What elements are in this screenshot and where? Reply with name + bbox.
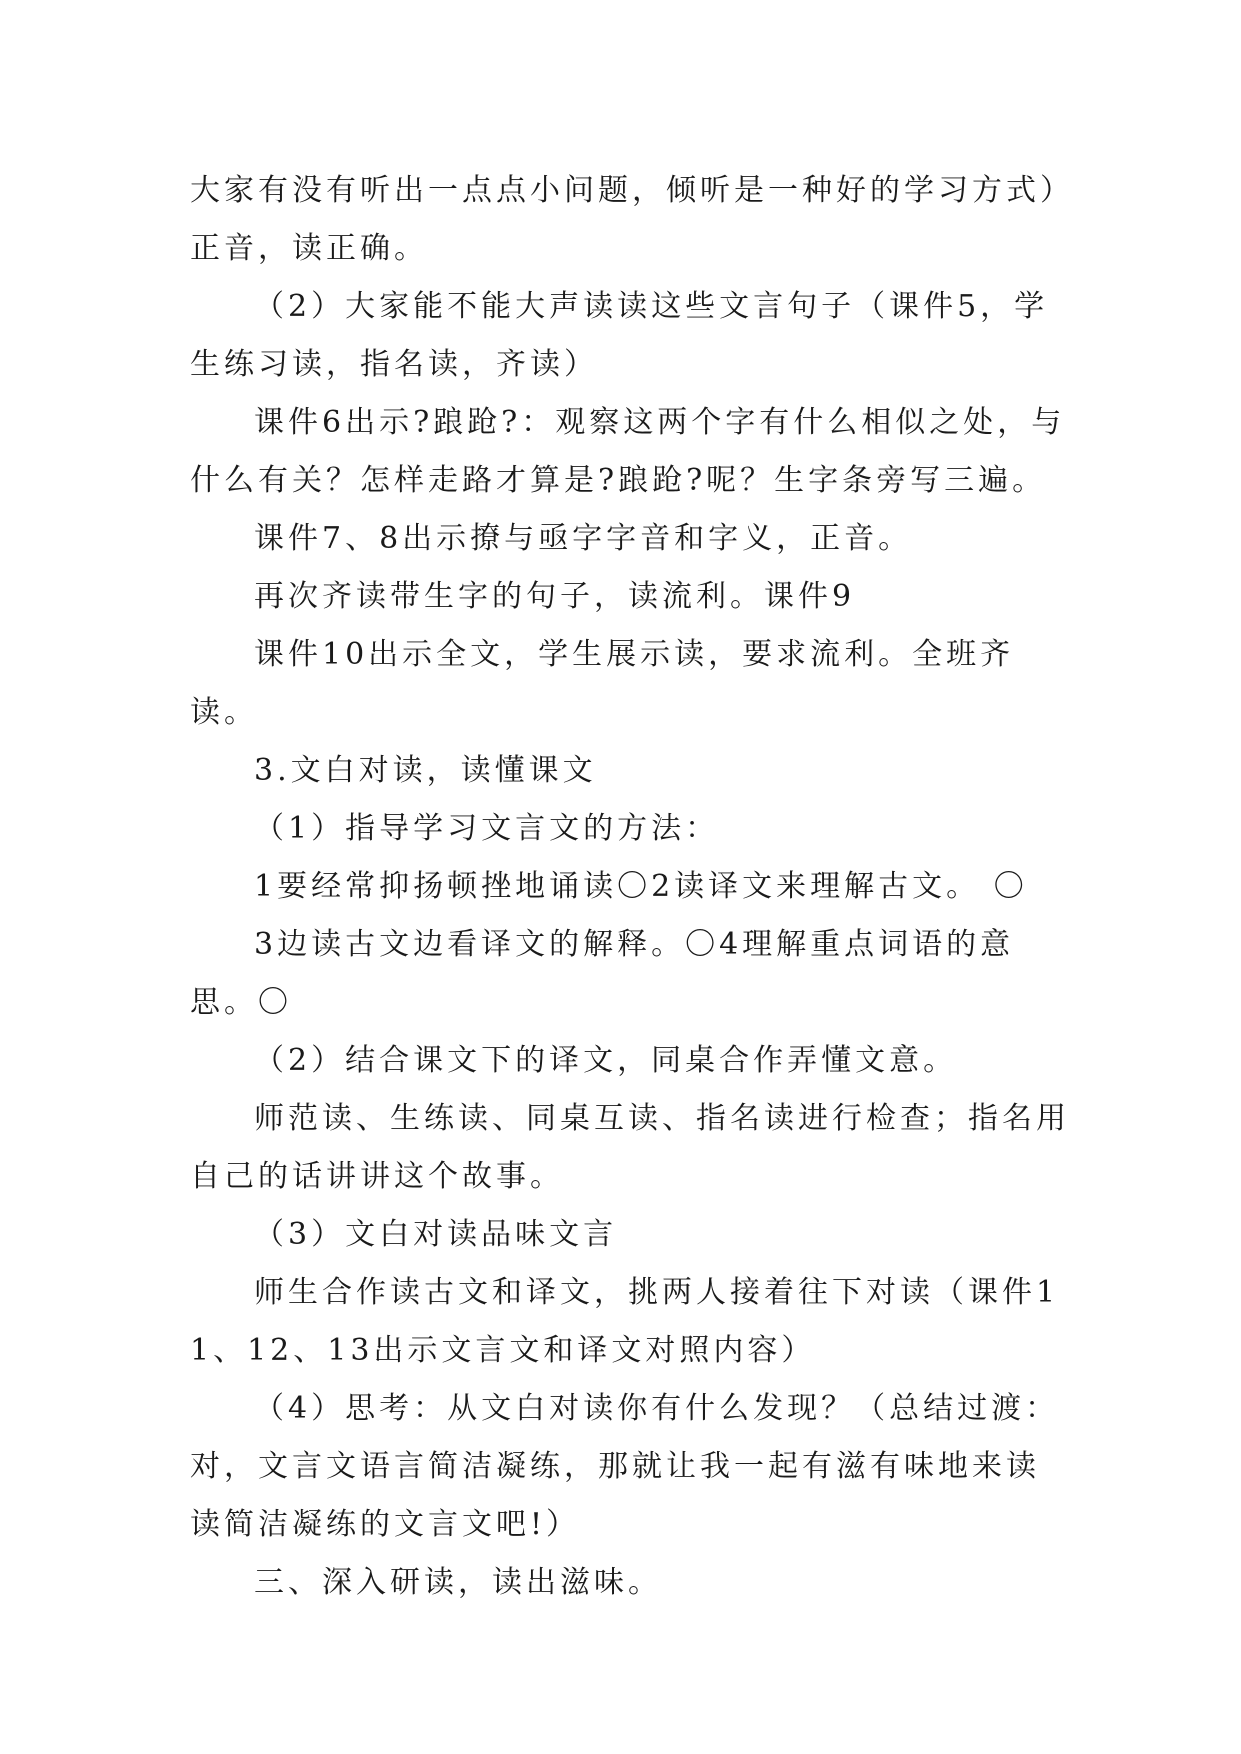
paragraph-16: 三、深入研读，读出滋味。 <box>254 1565 662 1600</box>
paragraph-10: 3边读古文边看译文的解释。〇4理解重点词语的意思。〇 <box>190 927 1015 1020</box>
paragraph-3: 课件6出示?踉跄?：观察这两个字有什么相似之处，与什么有关？怎样走路才算是?踉跄?呢？生字条旁写三遍。 <box>190 405 1066 498</box>
paragraph-12: 师范读、生练读、同桌互读、指名读进行检查；指名用自己的话讲讲这个故事。 <box>190 1101 1070 1194</box>
document-body <box>190 162 1070 1612</box>
paragraph-4: 课件7、8出示撩与亟字字音和字义，正音。 <box>254 521 913 556</box>
paragraph-14: 师生合作读古文和译文，挑两人接着往下对读（课件11、12、13出示文言文和译文对照内容） <box>190 1275 1060 1368</box>
paragraph-7: 3.文白对读，读懂课文 <box>254 753 597 788</box>
paragraph-2: （2）大家能不能大声读读这些文言句子（课件5，学生练习读，指名读，齐读） <box>190 289 1049 382</box>
paragraph-15: （4）思考：从文白对读你有什么发现？（总结过渡：对，文言文语言简洁凝练，那就让我一起有滋有味地来读读简洁凝练的文言文吧!） <box>190 1391 1060 1542</box>
paragraph-6: 课件10出示全文，学生展示读，要求流利。全班齐读。 <box>190 637 1015 730</box>
paragraph-5: 再次齐读带生字的句子，读流利。课件9 <box>254 579 856 614</box>
paragraph-1: 大家有没有听出一点点小问题，倾听是一种好的学习方式）正音，读正确。 <box>190 173 1059 266</box>
paragraph-13: （3）文白对读品味文言 <box>254 1217 618 1252</box>
paragraph-8: （1）指导学习文言文的方法： <box>254 811 720 846</box>
paragraph-11: （2）结合课文下的译文，同桌合作弄懂文意。 <box>254 1043 958 1078</box>
paragraph-9: 1要经常抑扬顿挫地诵读〇2读译文来理解古文。 〇 <box>254 869 1028 904</box>
